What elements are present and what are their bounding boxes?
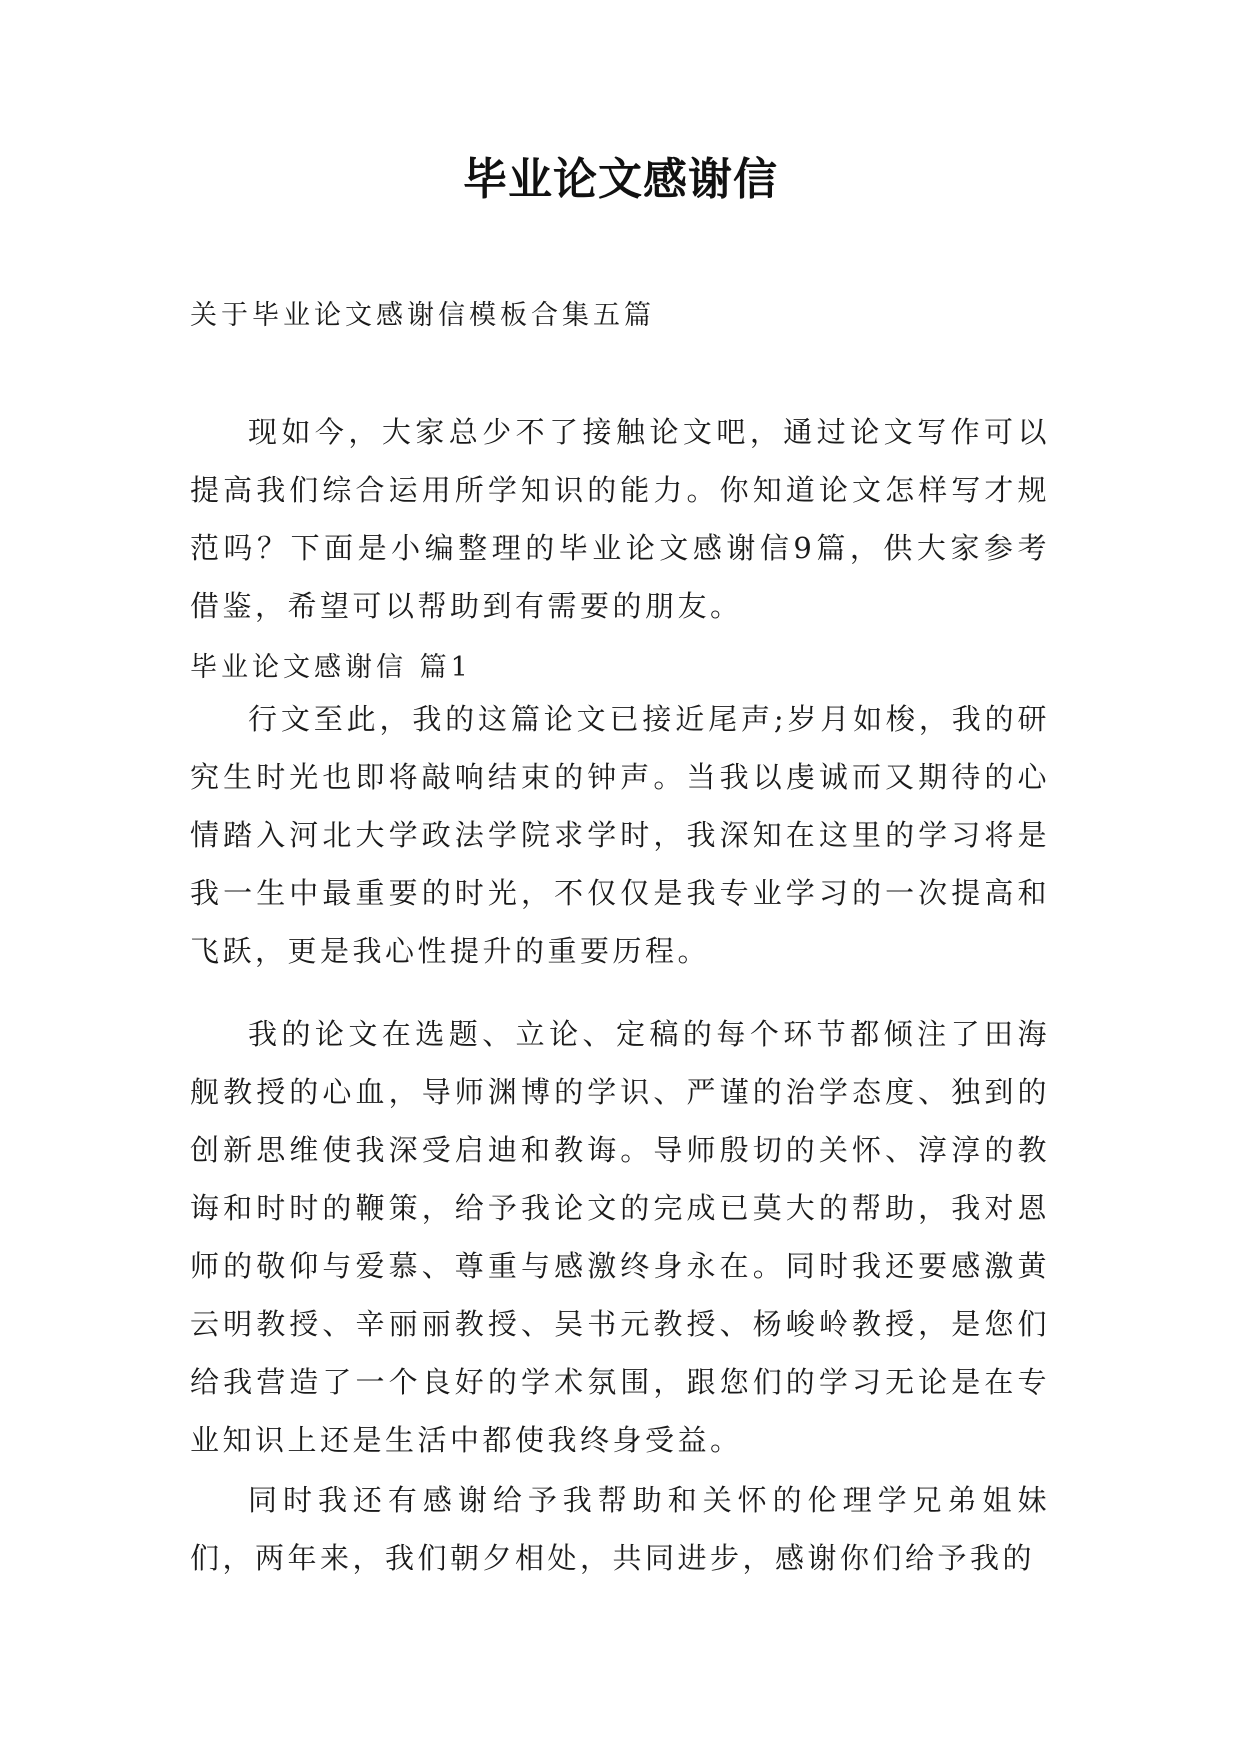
document-subtitle: 关于毕业论文感谢信模板合集五篇: [190, 300, 655, 331]
section-heading-1: 毕业论文感谢信 篇1: [190, 652, 472, 683]
intro-paragraph: 现如今，大家总少不了接触论文吧，通过论文写作可以提高我们综合运用所学知识的能力。你知道论文怎样写才规范吗？下面是小编整理的毕业论文感谢信9篇，供大家参考借鉴，希望可以帮助到有需要的朋友。: [190, 415, 1050, 623]
body-paragraph-3: 同时我还有感谢给予我帮助和关怀的伦理学兄弟姐妹们，两年来，我们朝夕相处，共同进步，感谢你们给予我的: [190, 1483, 1050, 1575]
body-paragraph-1: 行文至此，我的这篇论文已接近尾声;岁月如梭，我的研究生时光也即将敲响结束的钟声。当我以虔诚而又期待的心情踏入河北大学政法学院求学时，我深知在这里的学习将是我一生中最重要的时光，不仅仅是我专业学习的一次提高和飞跃，更是我心性提升的重要历程。: [190, 702, 1050, 968]
document-title: 毕业论文感谢信: [463, 154, 778, 205]
body-paragraph-2: 我的论文在选题、立论、定稿的每个环节都倾注了田海舰教授的心血，导师渊博的学识、严谨的治学态度、独到的创新思维使我深受启迪和教诲。导师殷切的关怀、淳淳的教诲和时时的鞭策，给予我论文的完成已莫大的帮助，我对恩师的敬仰与爱慕、尊重与感激终身永在。同时我还要感激黄云明教授、辛丽丽教授、吴书元教授、杨峻岭教授，是您们给我营造了一个良好的学术氛围，跟您们的学习无论是在专业知识上还是生活中都使我终身受益。: [190, 1017, 1050, 1457]
